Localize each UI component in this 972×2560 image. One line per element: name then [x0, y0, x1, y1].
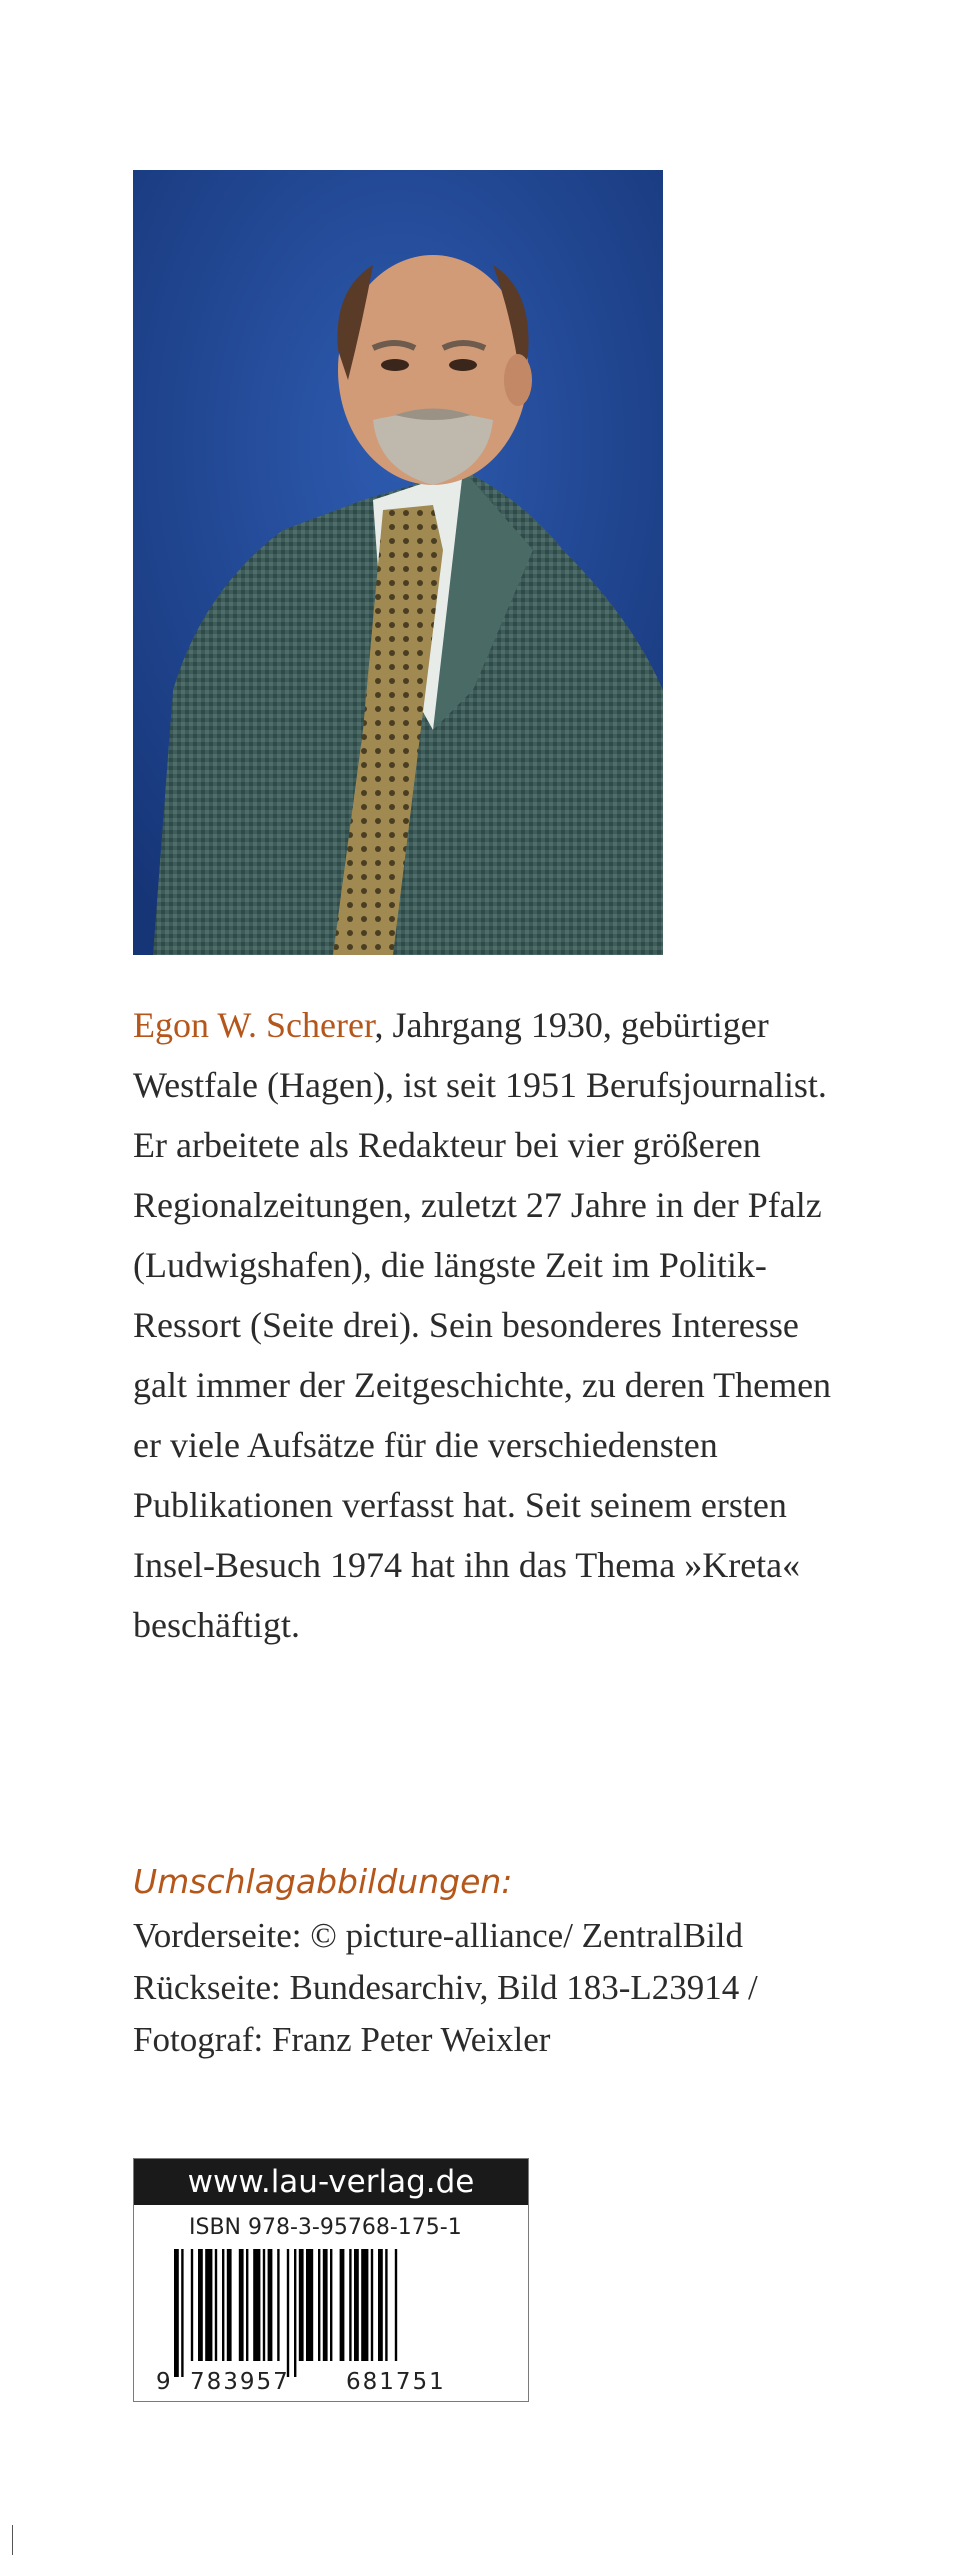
publisher-url: www.lau-verlag.de — [134, 2159, 528, 2205]
barcode-bar — [299, 2249, 304, 2361]
barcode-bar — [198, 2249, 203, 2361]
barcode-bar — [246, 2249, 248, 2361]
author-photo — [133, 170, 663, 955]
bio-line: Publikationen verfasst hat. Seit seinem ersten — [133, 1485, 787, 1525]
bio-line: Westfale (Hagen), ist seit 1951 Berufsjournalist. — [133, 1065, 827, 1105]
barcode-bar — [263, 2249, 265, 2361]
barcode-bar — [378, 2249, 383, 2361]
bio-line: Ressort (Seite drei). Sein besonderes Interesse — [133, 1305, 799, 1345]
barcode-bar — [395, 2249, 397, 2361]
barcode-bar — [215, 2249, 217, 2361]
bio-line: er viele Aufsätze für die verschiedensten — [133, 1425, 718, 1465]
barcode-bar — [385, 2249, 387, 2361]
bio-line: Regionalzeitungen, zuletzt 27 Jahre in der Pfalz — [133, 1185, 822, 1225]
barcode-bar — [371, 2249, 373, 2361]
bio-line: (Ludwigshafen), die längste Zeit im Politik- — [133, 1245, 767, 1285]
barcode-bar — [287, 2249, 289, 2377]
credits-line: Vorderseite: © picture-alliance/ ZentralBild — [133, 1916, 744, 1955]
bio-line: Insel-Besuch 1974 hat ihn das Thema »Kreta« — [133, 1545, 801, 1585]
cover-credits — [133, 1854, 933, 2066]
barcode-digits-right: 681751 — [346, 2369, 446, 2394]
barcode-bar — [205, 2249, 212, 2361]
barcode-bar — [340, 2249, 345, 2361]
crop-mark — [12, 2525, 13, 2555]
barcode-bar — [318, 2249, 320, 2361]
bio-line: Egon W. Scherer, Jahrgang 1930, gebürtiger — [133, 1005, 769, 1045]
barcode-digit-first: 9 — [156, 2369, 171, 2394]
barcode-bar — [268, 2249, 273, 2361]
author-name: Egon W. Scherer — [133, 1005, 375, 1045]
barcode-bar — [181, 2249, 183, 2377]
bio-line: galt immer der Zeitgeschichte, zu deren Themen — [133, 1365, 832, 1405]
isbn-barcode-box — [133, 2158, 529, 2402]
barcode-bar — [323, 2249, 328, 2361]
barcode-bar — [354, 2249, 359, 2361]
credits-line: Rückseite: Bundesarchiv, Bild 183-L23914 / — [133, 1968, 758, 2007]
barcode-bar — [191, 2249, 193, 2361]
barcode-bar — [330, 2249, 332, 2361]
bio-line: beschäftigt. — [133, 1605, 300, 1645]
barcode-bar — [361, 2249, 368, 2361]
barcode-bar — [294, 2249, 296, 2377]
credits-line: Fotograf: Franz Peter Weixler — [133, 2020, 551, 2059]
isbn-number: ISBN 978-3-95768-175-1 — [189, 2215, 462, 2240]
barcode-bar — [277, 2249, 279, 2361]
barcode-bar — [253, 2249, 260, 2361]
barcode-bar — [239, 2249, 244, 2361]
barcode-icon — [156, 2249, 508, 2394]
barcode-bar — [227, 2249, 232, 2361]
author-portrait-image — [133, 170, 663, 955]
barcode-bar — [349, 2249, 351, 2361]
barcode-digits-left: 783957 — [190, 2369, 290, 2394]
barcode-bar — [222, 2249, 224, 2361]
author-biography — [133, 995, 923, 1655]
bio-line: Er arbeitete als Redakteur bei vier größeren — [133, 1125, 761, 1165]
barcode-bar — [306, 2249, 313, 2361]
barcode-bar — [174, 2249, 179, 2377]
credits-heading: Umschlagabbildungen: — [133, 1862, 513, 1901]
